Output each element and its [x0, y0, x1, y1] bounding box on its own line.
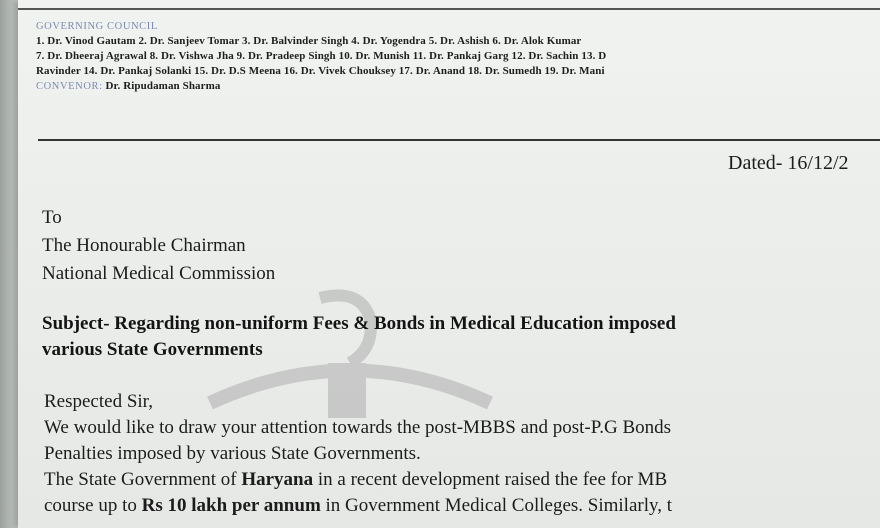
convenor-name: Dr. Ripudaman Sharma: [105, 80, 221, 92]
p2-text-c: course up to: [44, 495, 142, 516]
address-line-1: The Honourable Chairman: [42, 235, 246, 256]
top-rule: [18, 8, 880, 10]
salutation: Respected Sir,: [44, 391, 153, 412]
council-members-line-2: 7. Dr. Dheeraj Agrawal 8. Dr. Vishwa Jha 9. Dr. Pradeep Singh 10. Dr. Munish 11. Dr. Pankaj Garg 12. Dr. Sachin 13. D: [36, 50, 607, 62]
page-left-edge: [0, 0, 18, 528]
p2-text-d: in Government Medical Colleges. Similarly, t: [320, 495, 673, 516]
paragraph-2-line-1: [44, 467, 880, 493]
council-members-line-1: 1. Dr. Vinod Gautam 2. Dr. Sanjeev Tomar 3. Dr. Balvinder Singh 4. Dr. Yogendra 5. Dr. Ashish 6. Dr. Alok Kumar: [36, 35, 582, 47]
convenor-line: [36, 79, 880, 94]
letter-body: [44, 389, 880, 519]
p2-bold-fee: Rs 10 lakh per annum: [141, 495, 321, 516]
paragraph-2-line-2: [44, 493, 880, 519]
convenor-label: CONVENOR:: [36, 81, 103, 92]
recipient-address: [42, 204, 275, 288]
letter-subject: [42, 311, 676, 363]
p2-text-a: The State Government of: [44, 469, 242, 490]
address-line-2: National Medical Commission: [42, 263, 276, 284]
subject-line-1: Subject- Regarding non-uniform Fees & Bonds in Medical Education imposed: [42, 313, 676, 334]
header-divider: [38, 139, 880, 141]
council-members-line-3: Ravinder 14. Dr. Pankaj Solanki 15. Dr. D.S Meena 16. Dr. Vivek Chouksey 17. Dr. Anand 18. Dr. Sumedh 19. Dr. Mani: [36, 65, 605, 77]
p2-text-b: in a recent development raised the fee for MB: [313, 469, 668, 490]
letter-date: Dated- 16/12/2: [728, 152, 849, 174]
paragraph-1-line-1: We would like to draw your attention towards the post-MBBS and post-P.G Bonds: [44, 417, 672, 438]
subject-line-2: various State Governments: [42, 339, 263, 360]
governing-council-label: GOVERNING COUNCIL: [36, 21, 158, 32]
address-to: To: [42, 207, 62, 228]
paragraph-1-line-2: Penalties imposed by various State Governments.: [44, 443, 421, 464]
governing-council-block: [36, 19, 880, 94]
p2-bold-haryana: Haryana: [241, 469, 314, 490]
